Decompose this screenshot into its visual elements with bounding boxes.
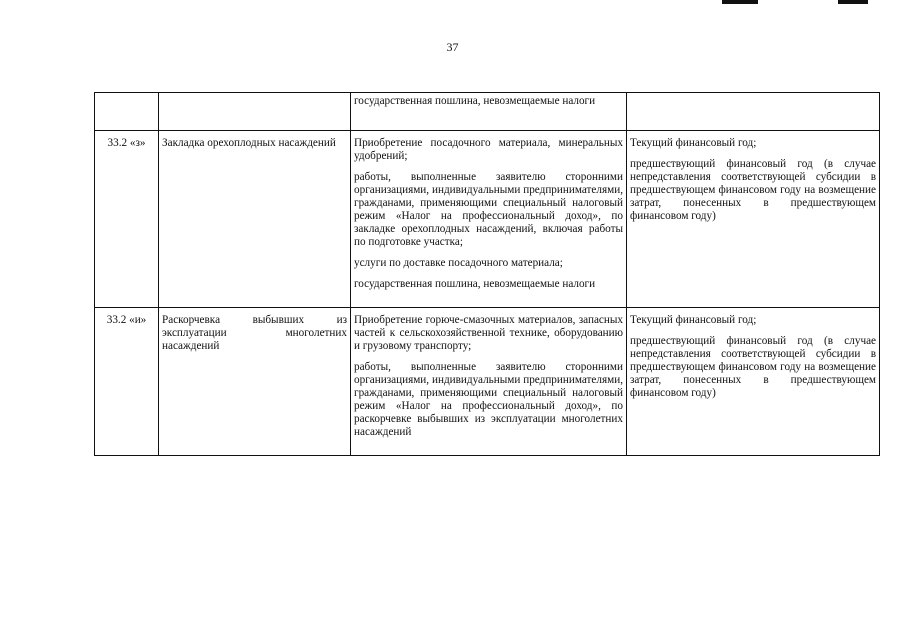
period-cell xyxy=(627,308,880,456)
scan-artifact-mark xyxy=(838,0,868,4)
expense-item: услуги по доставке посадочного материала; xyxy=(354,257,563,269)
page-number: 37 xyxy=(446,40,459,54)
name-cell xyxy=(159,93,351,131)
name-cell: Раскорчевка выбывших из эксплуатации многолетних насаждений xyxy=(159,308,351,456)
expense-item: работы, выполненные заявителю сторонними организациями, индивидуальными предпринимателями, гражданами, применяющими специальный налоговый режим «Налог на профессиональный доход», по закладке орехоплодных насаждений, включая работы по подготовке участка; xyxy=(354,171,623,248)
period-cell xyxy=(627,93,880,131)
scan-artifact-mark xyxy=(722,0,758,4)
expenses-cell xyxy=(351,308,627,456)
period-item: Текущий финансовый год; xyxy=(630,137,757,149)
code-cell xyxy=(95,93,159,131)
table-row xyxy=(95,308,880,456)
table-row xyxy=(95,93,880,131)
expense-item: работы, выполненные заявителю сторонними организациями, индивидуальными предпринимателями, гражданами, применяющими специальный налоговый режим «Налог на профессиональный доход», по раскорчевке выбывших из эксплуатации многолетних насаждений xyxy=(354,361,623,438)
expense-item: государственная пошлина, невозмещаемые налоги xyxy=(354,278,596,290)
name-cell: Закладка орехоплодных насаждений xyxy=(159,131,351,308)
period-cell xyxy=(627,131,880,308)
code-cell: 33.2 «и» xyxy=(95,308,159,456)
table-row xyxy=(95,131,880,308)
code-cell: 33.2 «з» xyxy=(95,131,159,308)
period-item: предшествующий финансовый год (в случае непредставления соответствующей субсидии в предшествующем финансовом году на возмещение затрат, понесенных в предшествующем финансовом году) xyxy=(630,158,876,222)
period-item: предшествующий финансовый год (в случае непредставления соответствующей субсидии в предшествующем финансовом году на возмещение затрат, понесенных в предшествующем финансовом году) xyxy=(630,335,876,399)
expense-item: государственная пошлина, невозмещаемые налоги xyxy=(354,95,596,107)
expenses-cell xyxy=(351,131,627,308)
expense-item: Приобретение горюче-смазочных материалов, запасных частей к сельскохозяйственной технике, оборудованию и грузовому транспорту; xyxy=(354,314,623,352)
period-item: Текущий финансовый год; xyxy=(630,314,757,326)
document-table xyxy=(94,92,880,456)
expense-item: Приобретение посадочного материала, минеральных удобрений; xyxy=(354,137,623,162)
expenses-cell xyxy=(351,93,627,131)
